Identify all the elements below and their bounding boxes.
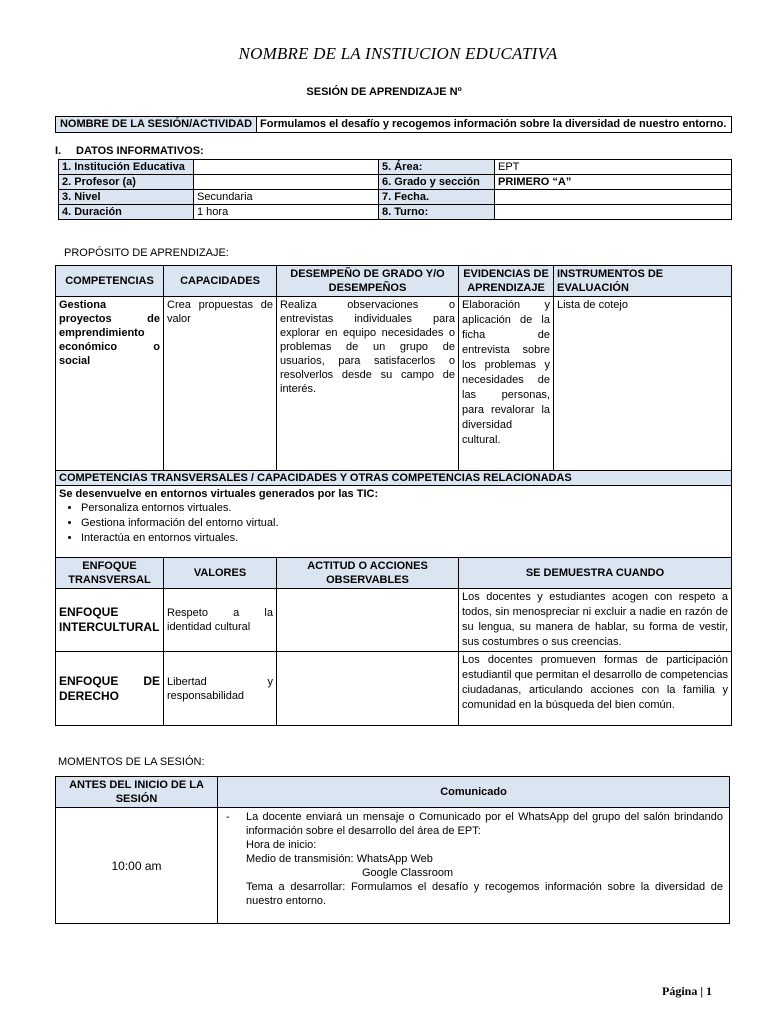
capacidad-cell: Crea propuestas de valor	[164, 297, 277, 471]
header-evidencias: EVIDENCIAS DE APRENDIZAJE	[459, 266, 554, 297]
datos-label: 8. Turno:	[379, 205, 495, 220]
institution-title: NOMBRE DE LA INSTIUCION EDUCATIVA	[238, 44, 558, 63]
datos-value: EPT	[495, 160, 732, 175]
momentos-line: Google Classroom	[362, 867, 454, 879]
enfoque-cuando: Los docentes y estudiantes acogen con respeto a todos, sin menospreciar ni excluir a nadie en razón de su lengua, su manera de hablar, su forma de vestir, sus costumbres o sus creencias.	[459, 589, 732, 652]
transversales-cell	[56, 486, 732, 559]
enfoques-table	[55, 557, 732, 726]
proposito-table	[55, 265, 732, 559]
header-actitud: ACTITUD O ACCIONES OBSERVABLES	[277, 558, 459, 589]
header-capacidades: CAPACIDADES	[164, 266, 277, 297]
momentos-line: Medio de transmisión: WhatsApp Web	[246, 853, 433, 865]
header-enfoque: ENFOQUE TRANSVERSAL	[56, 558, 164, 589]
dash-bullet: -	[226, 811, 230, 823]
datos-label: 2. Profesor (a)	[59, 175, 194, 190]
datos-value	[495, 190, 732, 205]
evidencia-cell: Elaboración y aplicación de la ficha de entrevista sobre los problemas y necesidades de las personas, para revalorar la diversidad cultural.	[459, 297, 554, 471]
competencia-cell: Gestiona proyectos de emprendimiento económico o social	[56, 297, 164, 471]
transversales-list	[59, 501, 728, 546]
datos-table	[58, 159, 732, 220]
enfoque-valor: Libertad y responsabilidad	[164, 652, 277, 726]
datos-value: PRIMERO “A”	[495, 175, 732, 190]
transversales-heading: COMPETENCIAS TRANSVERSALES / CAPACIDADES Y OTRAS COMPETENCIAS RELACIONADAS	[56, 471, 732, 486]
proposito-heading: PROPÓSITO DE APRENDIZAJE:	[64, 247, 229, 259]
session-name-value: Formulamos el desafío y recogemos información sobre la diversidad de nuestro entorno.	[257, 117, 732, 133]
momentos-line: Hora de inicio:	[246, 839, 317, 851]
enfoque-cuando: Los docentes promueven formas de participación estudiantil que permitan el desarrollo de competencias ciudadanas, articulando acciones con la familia y comunidad en la búsqueda del bien común.	[459, 652, 732, 726]
enfoque-name: ENFOQUE DE DERECHO	[56, 652, 164, 726]
header-cuando: SE DEMUESTRA CUANDO	[459, 558, 732, 589]
list-item: • Interactúa en entornos virtuales.	[81, 531, 728, 546]
session-title: SESIÓN DE APRENDIZAJE Nº	[306, 86, 462, 98]
transversales-subheading: Se desenvuelve en entornos virtuales generados por las TIC:	[59, 488, 379, 500]
momentos-content	[218, 808, 730, 924]
datos-label: 5. Área:	[379, 160, 495, 175]
datos-value	[194, 175, 379, 190]
datos-heading-num: I.	[55, 145, 62, 157]
momentos-col2: Comunicado	[218, 777, 730, 808]
datos-value: Secundaria	[194, 190, 379, 205]
datos-label: 6. Grado y sección	[379, 175, 495, 190]
datos-value	[495, 205, 732, 220]
momentos-col1: ANTES DEL INICIO DE LA SESIÓN	[56, 777, 218, 808]
header-desempeno: DESEMPEÑO DE GRADO Y/O DESEMPEÑOS	[277, 266, 459, 297]
session-name-table	[55, 116, 732, 133]
datos-label: 4. Duración	[59, 205, 194, 220]
datos-value	[194, 160, 379, 175]
momentos-line: La docente enviará un mensaje o Comunicado por el WhatsApp del grupo del salón brindando información sobre el desarrollo del área de EPT:	[246, 811, 723, 837]
datos-value: 1 hora	[194, 205, 379, 220]
datos-label: 1. Institución Educativa	[59, 160, 194, 175]
momentos-time: 10:00 am	[56, 808, 218, 924]
header-competencias: COMPETENCIAS	[56, 266, 164, 297]
list-item: • Gestiona información del entorno virtual.	[81, 516, 728, 531]
instrumento-cell: Lista de cotejo	[554, 297, 732, 471]
session-name-label: NOMBRE DE LA SESIÓN/ACTIVIDAD	[56, 117, 257, 133]
momentos-line: Tema a desarrollar: Formulamos el desafío y recogemos información sobre la diversidad de nuestro entorno.	[246, 881, 723, 907]
datos-heading: DATOS INFORMATIVOS:	[76, 145, 204, 157]
page-number: Página | 1	[662, 984, 712, 998]
enfoque-actitud	[277, 652, 459, 726]
datos-label: 3. Nivel	[59, 190, 194, 205]
momentos-table	[55, 776, 730, 924]
header-instrumentos: INSTRUMENTOS DE EVALUACIÓN	[554, 266, 732, 297]
momentos-heading: MOMENTOS DE LA SESIÓN:	[58, 756, 205, 768]
enfoque-name: ENFOQUE INTERCULTURAL	[56, 589, 164, 652]
list-item: • Personaliza entornos virtuales.	[81, 501, 728, 516]
desempeno-cell: Realiza observaciones o entrevistas individuales para explorar en equipo necesidades o problemas de un grupo de usuarios, para satisfacerlos o resolverlos desde su campo de interés.	[277, 297, 459, 471]
datos-label: 7. Fecha.	[379, 190, 495, 205]
enfoque-actitud	[277, 589, 459, 652]
enfoque-valor: Respeto a la identidad cultural	[164, 589, 277, 652]
header-valores: VALORES	[164, 558, 277, 589]
